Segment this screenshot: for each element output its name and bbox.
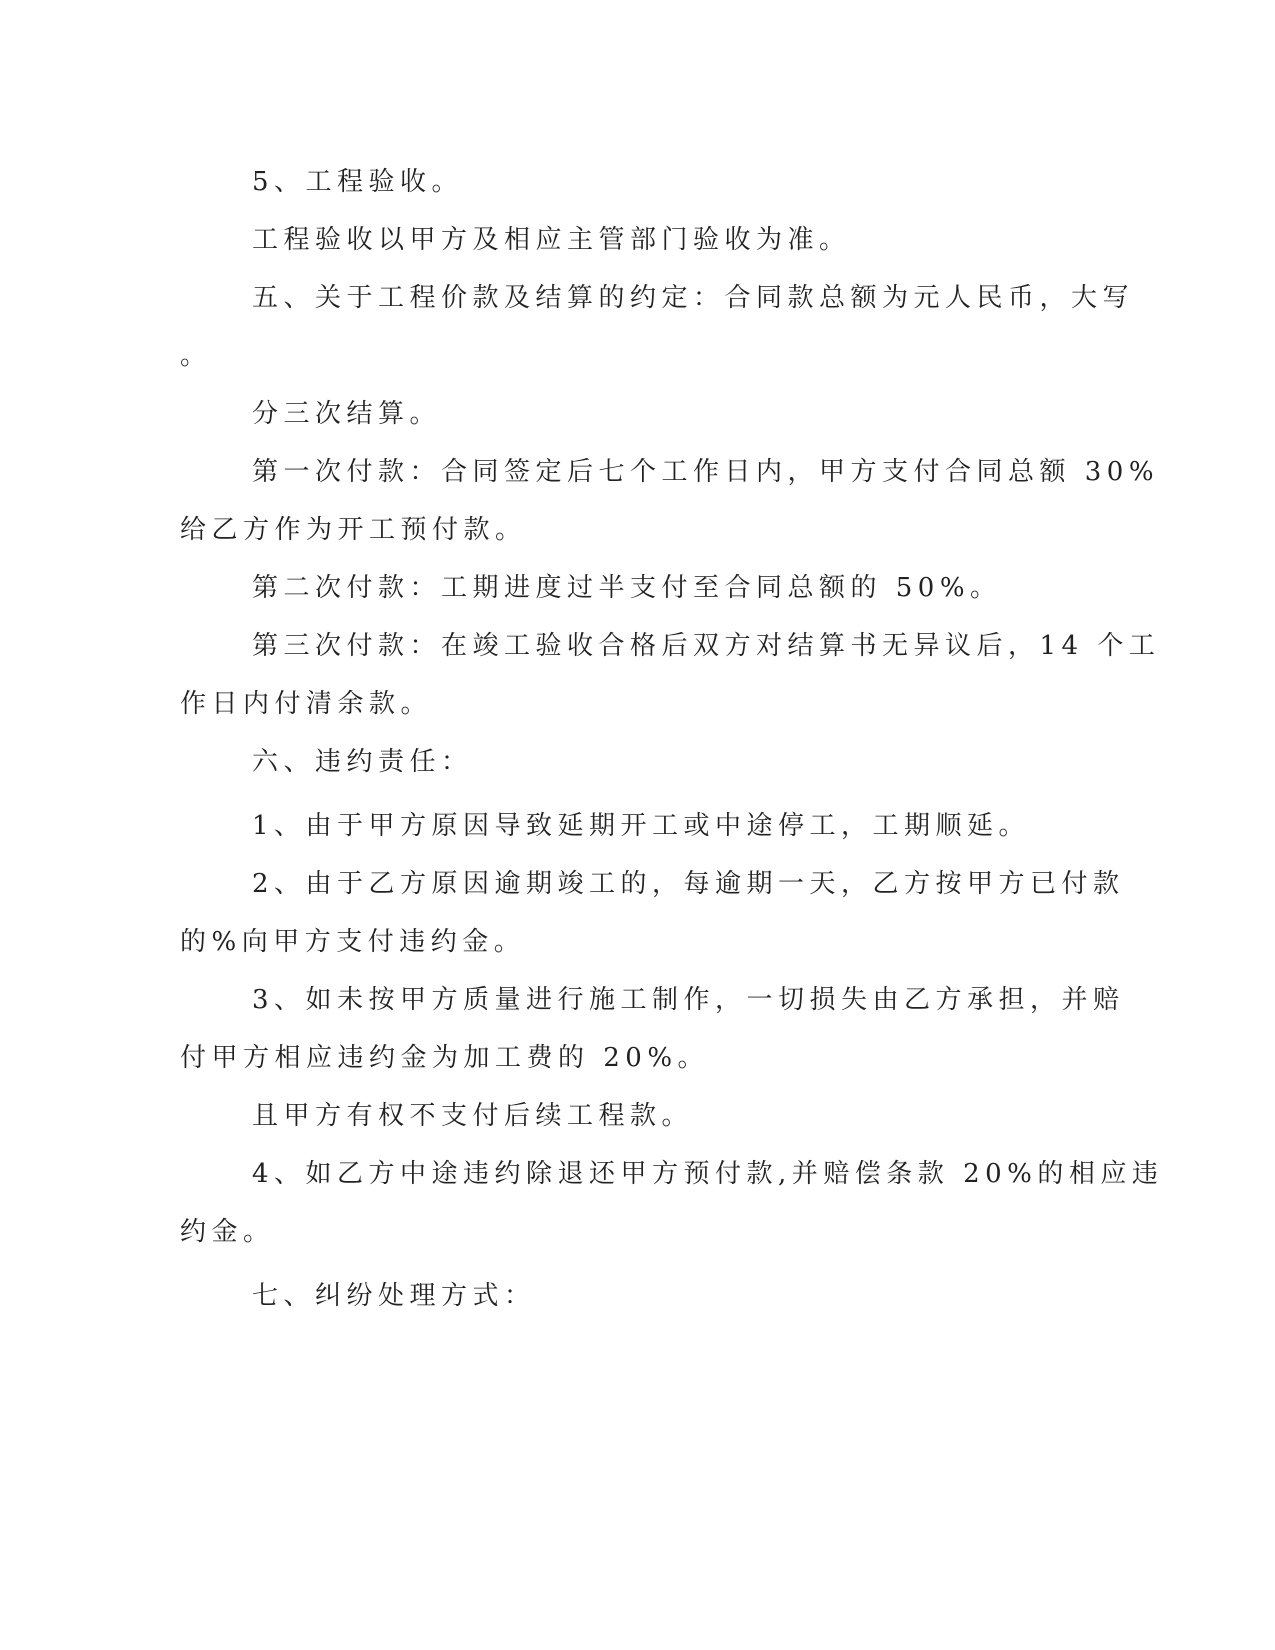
- paragraph-first-payment: 第一次付款：合同签定后七个工作日内，甲方支付合同总额 30%: [252, 457, 1160, 487]
- paragraph-liability-2-continued: 的%向甲方支付违约金。: [180, 927, 526, 957]
- paragraph-third-payment-continued: 作日内付清余款。: [180, 689, 433, 719]
- paragraph-liability-heading: 六、违约责任：: [252, 747, 473, 777]
- paragraph-dispute-heading: 七、纠纷处理方式：: [252, 1281, 536, 1311]
- paragraph-acceptance-standard: 工程验收以甲方及相应主管部门验收为准。: [252, 225, 851, 255]
- paragraph-liability-4: 4、如乙方中途违约除退还甲方预付款,并赔偿条款 20%的相应违: [252, 1159, 1164, 1189]
- paragraph-price-settlement-continued: 。: [180, 341, 212, 371]
- paragraph-liability-2: 2、由于乙方原因逾期竣工的，每逾期一天，乙方按甲方已付款: [252, 869, 1125, 899]
- paragraph-price-settlement: 五、关于工程价款及结算的约定：合同款总额为元人民币，大写: [252, 283, 1135, 313]
- paragraph-three-settlements: 分三次结算。: [252, 399, 442, 429]
- paragraph-liability-3: 3、如未按甲方质量进行施工制作，一切损失由乙方承担，并赔: [252, 985, 1125, 1015]
- paragraph-liability-3-continued: 付甲方相应违约金为加工费的 20%。: [180, 1043, 710, 1073]
- paragraph-third-payment: 第三次付款：在竣工验收合格后双方对结算书无异议后，14 个工: [252, 631, 1161, 661]
- paragraph-second-payment: 第二次付款：工期进度过半支付至合同总额的 50%。: [252, 573, 1002, 603]
- paragraph-first-payment-continued: 给乙方作为开工预付款。: [180, 515, 527, 545]
- paragraph-liability-4-continued: 约金。: [180, 1217, 275, 1247]
- paragraph-right-to-withhold: 且甲方有权不支付后续工程款。: [252, 1101, 694, 1131]
- paragraph-liability-1: 1、由于甲方原因导致延期开工或中途停工，工期顺延。: [252, 811, 1031, 841]
- paragraph-acceptance-heading: 5、工程验收。: [252, 167, 464, 197]
